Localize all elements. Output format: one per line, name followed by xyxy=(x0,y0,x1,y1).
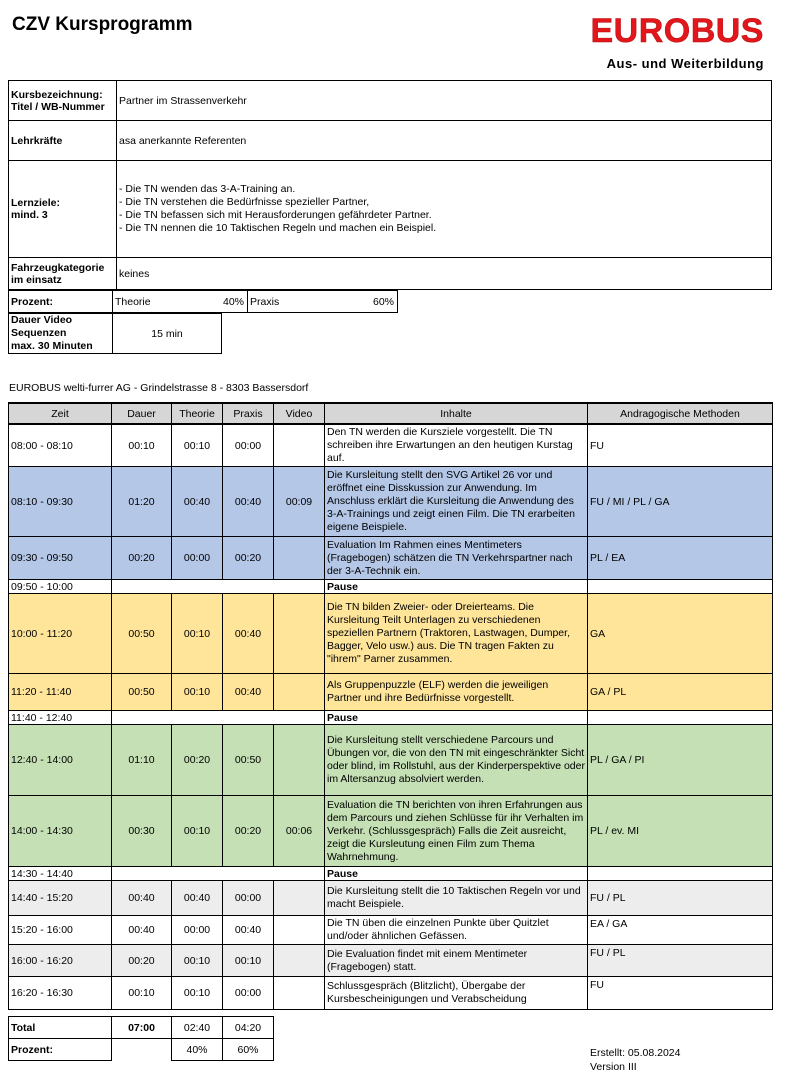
pause-spacer xyxy=(112,711,325,725)
table-row xyxy=(9,977,773,1010)
pause-empty xyxy=(588,711,773,725)
cell-zeit: 12:40 - 14:00 xyxy=(9,725,112,796)
cell-zeit: 14:30 - 14:40 xyxy=(9,867,112,881)
cell-methoden: PL / GA / PI xyxy=(588,725,773,796)
kurs-label xyxy=(9,81,117,121)
col-theorie: Theorie xyxy=(172,403,223,424)
cell-dauer: 00:30 xyxy=(112,796,172,867)
cell-video xyxy=(274,674,325,711)
cell-theorie: 00:10 xyxy=(172,594,223,674)
cell-video: 00:06 xyxy=(274,796,325,867)
cell-inhalte: Den TN werden die Kursziele vorgestellt. Die TN schreiben ihre Erwartungen an den heutigen Kurstag auf. xyxy=(325,424,588,467)
pause-row xyxy=(9,580,773,594)
cell-inhalte: Die Kursleitung stellt den SVG Artikel 26 vor und eröffnet eine Disskussion zur Anwendung. Im Anschluss erklärt die Kursleitung die Anwendung des 3-A-Trainings und zeigt einen Film. Die TN erarbeiten eigene Beispiele. xyxy=(325,467,588,537)
total-label: Total xyxy=(9,1017,112,1039)
video-label-line1: Dauer Video xyxy=(11,314,73,326)
cell-dauer: 00:40 xyxy=(112,881,172,916)
cell-praxis: 00:20 xyxy=(223,537,274,580)
lehr-label: Lehrkräfte xyxy=(9,121,117,161)
cell-theorie: 00:10 xyxy=(172,977,223,1010)
cell-theorie: 00:20 xyxy=(172,725,223,796)
video-label-line3: max. 30 Minuten xyxy=(11,340,93,352)
cell-dauer: 00:40 xyxy=(112,916,172,945)
cell-zeit: 08:10 - 09:30 xyxy=(9,467,112,537)
cell-inhalte: Schlussgespräch (Blitzlicht), Übergabe der Kursbescheinigungen und Verabscheidung xyxy=(325,977,588,1010)
lernziel-item: - Die TN nennen die 10 Taktischen Regeln und machen ein Beispiel. xyxy=(119,222,437,234)
cell-theorie: 00:10 xyxy=(172,424,223,467)
col-praxis: Praxis xyxy=(223,403,274,424)
cell-dauer: 00:10 xyxy=(112,977,172,1010)
theorie-label: Theorie xyxy=(113,291,222,313)
page-title: CZV Kursprogramm xyxy=(12,14,193,35)
cell-theorie: 00:40 xyxy=(172,467,223,537)
table-row xyxy=(9,467,773,537)
cell-inhalte: Evaluation die TN berichten von ihren Erfahrungen aus dem Parcours und ziehen Schlüsse für ihr Verhalten im Verkehr. (Schlussgespräch) Falls die Zeit ausreicht, zeigt die Kursleutung einen Film zum Thema Wahrnehmung. xyxy=(325,796,588,867)
cell-video xyxy=(274,537,325,580)
video-duration-table xyxy=(8,313,222,354)
prozent-label: Prozent: xyxy=(9,291,113,313)
cell-zeit: 11:20 - 11:40 xyxy=(9,674,112,711)
fahr-value: keines xyxy=(117,258,772,290)
kurs-label-line2: Titel / WB-Nummer xyxy=(11,100,105,113)
cell-methoden: FU xyxy=(588,977,773,1010)
cell-praxis: 00:40 xyxy=(223,674,274,711)
cell-methoden: FU / MI / PL / GA xyxy=(588,467,773,537)
course-info-table xyxy=(8,80,772,290)
praxis-pct: 60% xyxy=(352,291,398,313)
cell-methoden: PL / ev. MI xyxy=(588,796,773,867)
cell-theorie: 00:00 xyxy=(172,916,223,945)
cell-video xyxy=(274,916,325,945)
col-inhalte: Inhalte xyxy=(325,403,588,424)
cell-zeit: 16:00 - 16:20 xyxy=(9,945,112,977)
lernziel-item: - Die TN wenden das 3-A-Training an. xyxy=(119,183,296,195)
percent-row xyxy=(9,1039,274,1061)
percent-empty xyxy=(112,1039,172,1061)
pause-empty xyxy=(588,580,773,594)
cell-dauer: 01:20 xyxy=(112,467,172,537)
cell-inhalte: Die TN üben die einzelnen Punkte über Quitzlet und/oder ähnlichen Gefässen. xyxy=(325,916,588,945)
kurs-label-line1: Kursbezeichnung: xyxy=(11,88,103,101)
percent-praxis: 60% xyxy=(223,1039,274,1061)
pause-empty xyxy=(588,867,773,881)
cell-methoden: FU / PL xyxy=(588,881,773,916)
table-row xyxy=(9,674,773,711)
cell-theorie: 00:10 xyxy=(172,945,223,977)
cell-praxis: 00:10 xyxy=(223,945,274,977)
cell-methoden: PL / EA xyxy=(588,537,773,580)
video-label xyxy=(9,314,113,354)
cell-zeit: 15:20 - 16:00 xyxy=(9,916,112,945)
cell-zeit: 10:00 - 11:20 xyxy=(9,594,112,674)
pause-row xyxy=(9,867,773,881)
lernziel-item: - Die TN verstehen die Bedürfnisse spezieller Partner, xyxy=(119,196,370,208)
table-row xyxy=(9,796,773,867)
praxis-label: Praxis xyxy=(248,291,353,313)
fahr-label xyxy=(9,258,117,290)
total-praxis: 04:20 xyxy=(223,1017,274,1039)
percent-label: Prozent: xyxy=(9,1039,112,1061)
cell-dauer: 00:50 xyxy=(112,594,172,674)
cell-inhalte: Die Kursleitung stellt verschiedene Parcours und Übungen vor, die von den TN mit eingeschränkter Sicht oder blind, im Rollstuhl, aus der Kinderperspektive oder im Altersanzug absolviert werden. xyxy=(325,725,588,796)
video-label-line2: Sequenzen xyxy=(11,327,67,339)
totals-table xyxy=(8,1016,274,1061)
cell-inhalte: Die TN bilden Zweier- oder Dreierteams. Die Kursleitung Teilt Unterlagen zu verschiedenen speziellen Partnern (Traktoren, Lastwagen, Dumper, Bagger, Velo usw.) aus. Die TN tragen Fakten zu "ihrem" Parner zusammen. xyxy=(325,594,588,674)
table-row xyxy=(9,725,773,796)
lern-label-line2: mind. 3 xyxy=(11,209,48,221)
table-row xyxy=(9,537,773,580)
fahr-label-line2: im einsatz xyxy=(11,273,62,286)
cell-video xyxy=(274,725,325,796)
total-dauer: 07:00 xyxy=(112,1017,172,1039)
pause-label: Pause xyxy=(325,867,588,881)
pause-spacer xyxy=(112,867,325,881)
cell-zeit: 09:30 - 09:50 xyxy=(9,537,112,580)
col-video: Video xyxy=(274,403,325,424)
total-row xyxy=(9,1017,274,1039)
cell-methoden: EA / GA xyxy=(588,916,773,945)
cell-praxis: 00:40 xyxy=(223,594,274,674)
lehr-value: asa anerkannte Referenten xyxy=(117,121,772,161)
cell-theorie: 00:00 xyxy=(172,537,223,580)
version-label: Version III xyxy=(590,1061,637,1073)
col-dauer: Dauer xyxy=(112,403,172,424)
percent-theorie: 40% xyxy=(172,1039,223,1061)
table-row xyxy=(9,594,773,674)
table-row xyxy=(9,916,773,945)
cell-dauer: 00:20 xyxy=(112,537,172,580)
cell-praxis: 00:50 xyxy=(223,725,274,796)
kurs-value: Partner im Strassenverkehr xyxy=(117,81,772,121)
cell-dauer: 00:10 xyxy=(112,424,172,467)
eurobus-logo: EUROBUS xyxy=(590,12,764,50)
cell-theorie: 00:40 xyxy=(172,881,223,916)
cell-praxis: 00:00 xyxy=(223,881,274,916)
schedule-header-row xyxy=(9,403,773,424)
prozent-table xyxy=(8,290,398,313)
schedule-table xyxy=(8,402,773,1010)
cell-zeit: 09:50 - 10:00 xyxy=(9,580,112,594)
lern-label-line1: Lernziele: xyxy=(11,197,61,209)
cell-dauer: 00:50 xyxy=(112,674,172,711)
col-zeit: Zeit xyxy=(9,403,112,424)
cell-praxis: 00:00 xyxy=(223,977,274,1010)
lern-label xyxy=(9,161,117,258)
table-row xyxy=(9,945,773,977)
video-value: 15 min xyxy=(113,314,222,354)
company-address: EUROBUS welti-furrer AG - Grindelstrasse 8 - 8303 Bassersdorf xyxy=(9,382,309,394)
logo-subtitle: Aus- und Weiterbildung xyxy=(606,56,764,71)
pause-label: Pause xyxy=(325,580,588,594)
cell-praxis: 00:20 xyxy=(223,796,274,867)
cell-inhalte: Die Kursleitung stellt die 10 Taktischen Regeln vor und macht Beispiele. xyxy=(325,881,588,916)
theorie-pct: 40% xyxy=(221,291,248,313)
cell-theorie: 00:10 xyxy=(172,796,223,867)
table-row xyxy=(9,881,773,916)
cell-dauer: 00:20 xyxy=(112,945,172,977)
lernziel-item: - Die TN befassen sich mit Herausforderungen gefährdeter Partner. xyxy=(119,209,432,221)
col-methoden: Andragogische Methoden xyxy=(588,403,773,424)
cell-zeit: 08:00 - 08:10 xyxy=(9,424,112,467)
pause-label: Pause xyxy=(325,711,588,725)
cell-methoden: GA xyxy=(588,594,773,674)
lernziele-list xyxy=(117,161,772,258)
table-row xyxy=(9,424,773,467)
cell-methoden: FU / PL xyxy=(588,945,773,977)
cell-praxis: 00:40 xyxy=(223,467,274,537)
cell-inhalte: Als Gruppenpuzzle (ELF) werden die jeweiligen Partner und ihre Bedürfnisse vorgestellt. xyxy=(325,674,588,711)
cell-zeit: 16:20 - 16:30 xyxy=(9,977,112,1010)
cell-theorie: 00:10 xyxy=(172,674,223,711)
pause-row xyxy=(9,711,773,725)
cell-inhalte: Die Evaluation findet mit einem Mentimeter (Fragebogen) statt. xyxy=(325,945,588,977)
total-theorie: 02:40 xyxy=(172,1017,223,1039)
cell-inhalte: Evaluation Im Rahmen eines Mentimeters (Fragebogen) schätzen die TN Verkehrspartner nach der 3-A-Technik ein. xyxy=(325,537,588,580)
cell-methoden: GA / PL xyxy=(588,674,773,711)
cell-zeit: 14:00 - 14:30 xyxy=(9,796,112,867)
cell-video xyxy=(274,594,325,674)
cell-zeit: 14:40 - 15:20 xyxy=(9,881,112,916)
fahr-label-line1: Fahrzeugkategorie xyxy=(11,261,105,274)
cell-methoden: FU xyxy=(588,424,773,467)
cell-video xyxy=(274,977,325,1010)
cell-video xyxy=(274,945,325,977)
cell-video: 00:09 xyxy=(274,467,325,537)
pause-spacer xyxy=(112,580,325,594)
cell-dauer: 01:10 xyxy=(112,725,172,796)
cell-zeit: 11:40 - 12:40 xyxy=(9,711,112,725)
cell-praxis: 00:40 xyxy=(223,916,274,945)
footer-note xyxy=(590,1046,680,1074)
cell-video xyxy=(274,424,325,467)
created-date: Erstellt: 05.08.2024 xyxy=(590,1047,681,1059)
cell-praxis: 00:00 xyxy=(223,424,274,467)
cell-video xyxy=(274,881,325,916)
